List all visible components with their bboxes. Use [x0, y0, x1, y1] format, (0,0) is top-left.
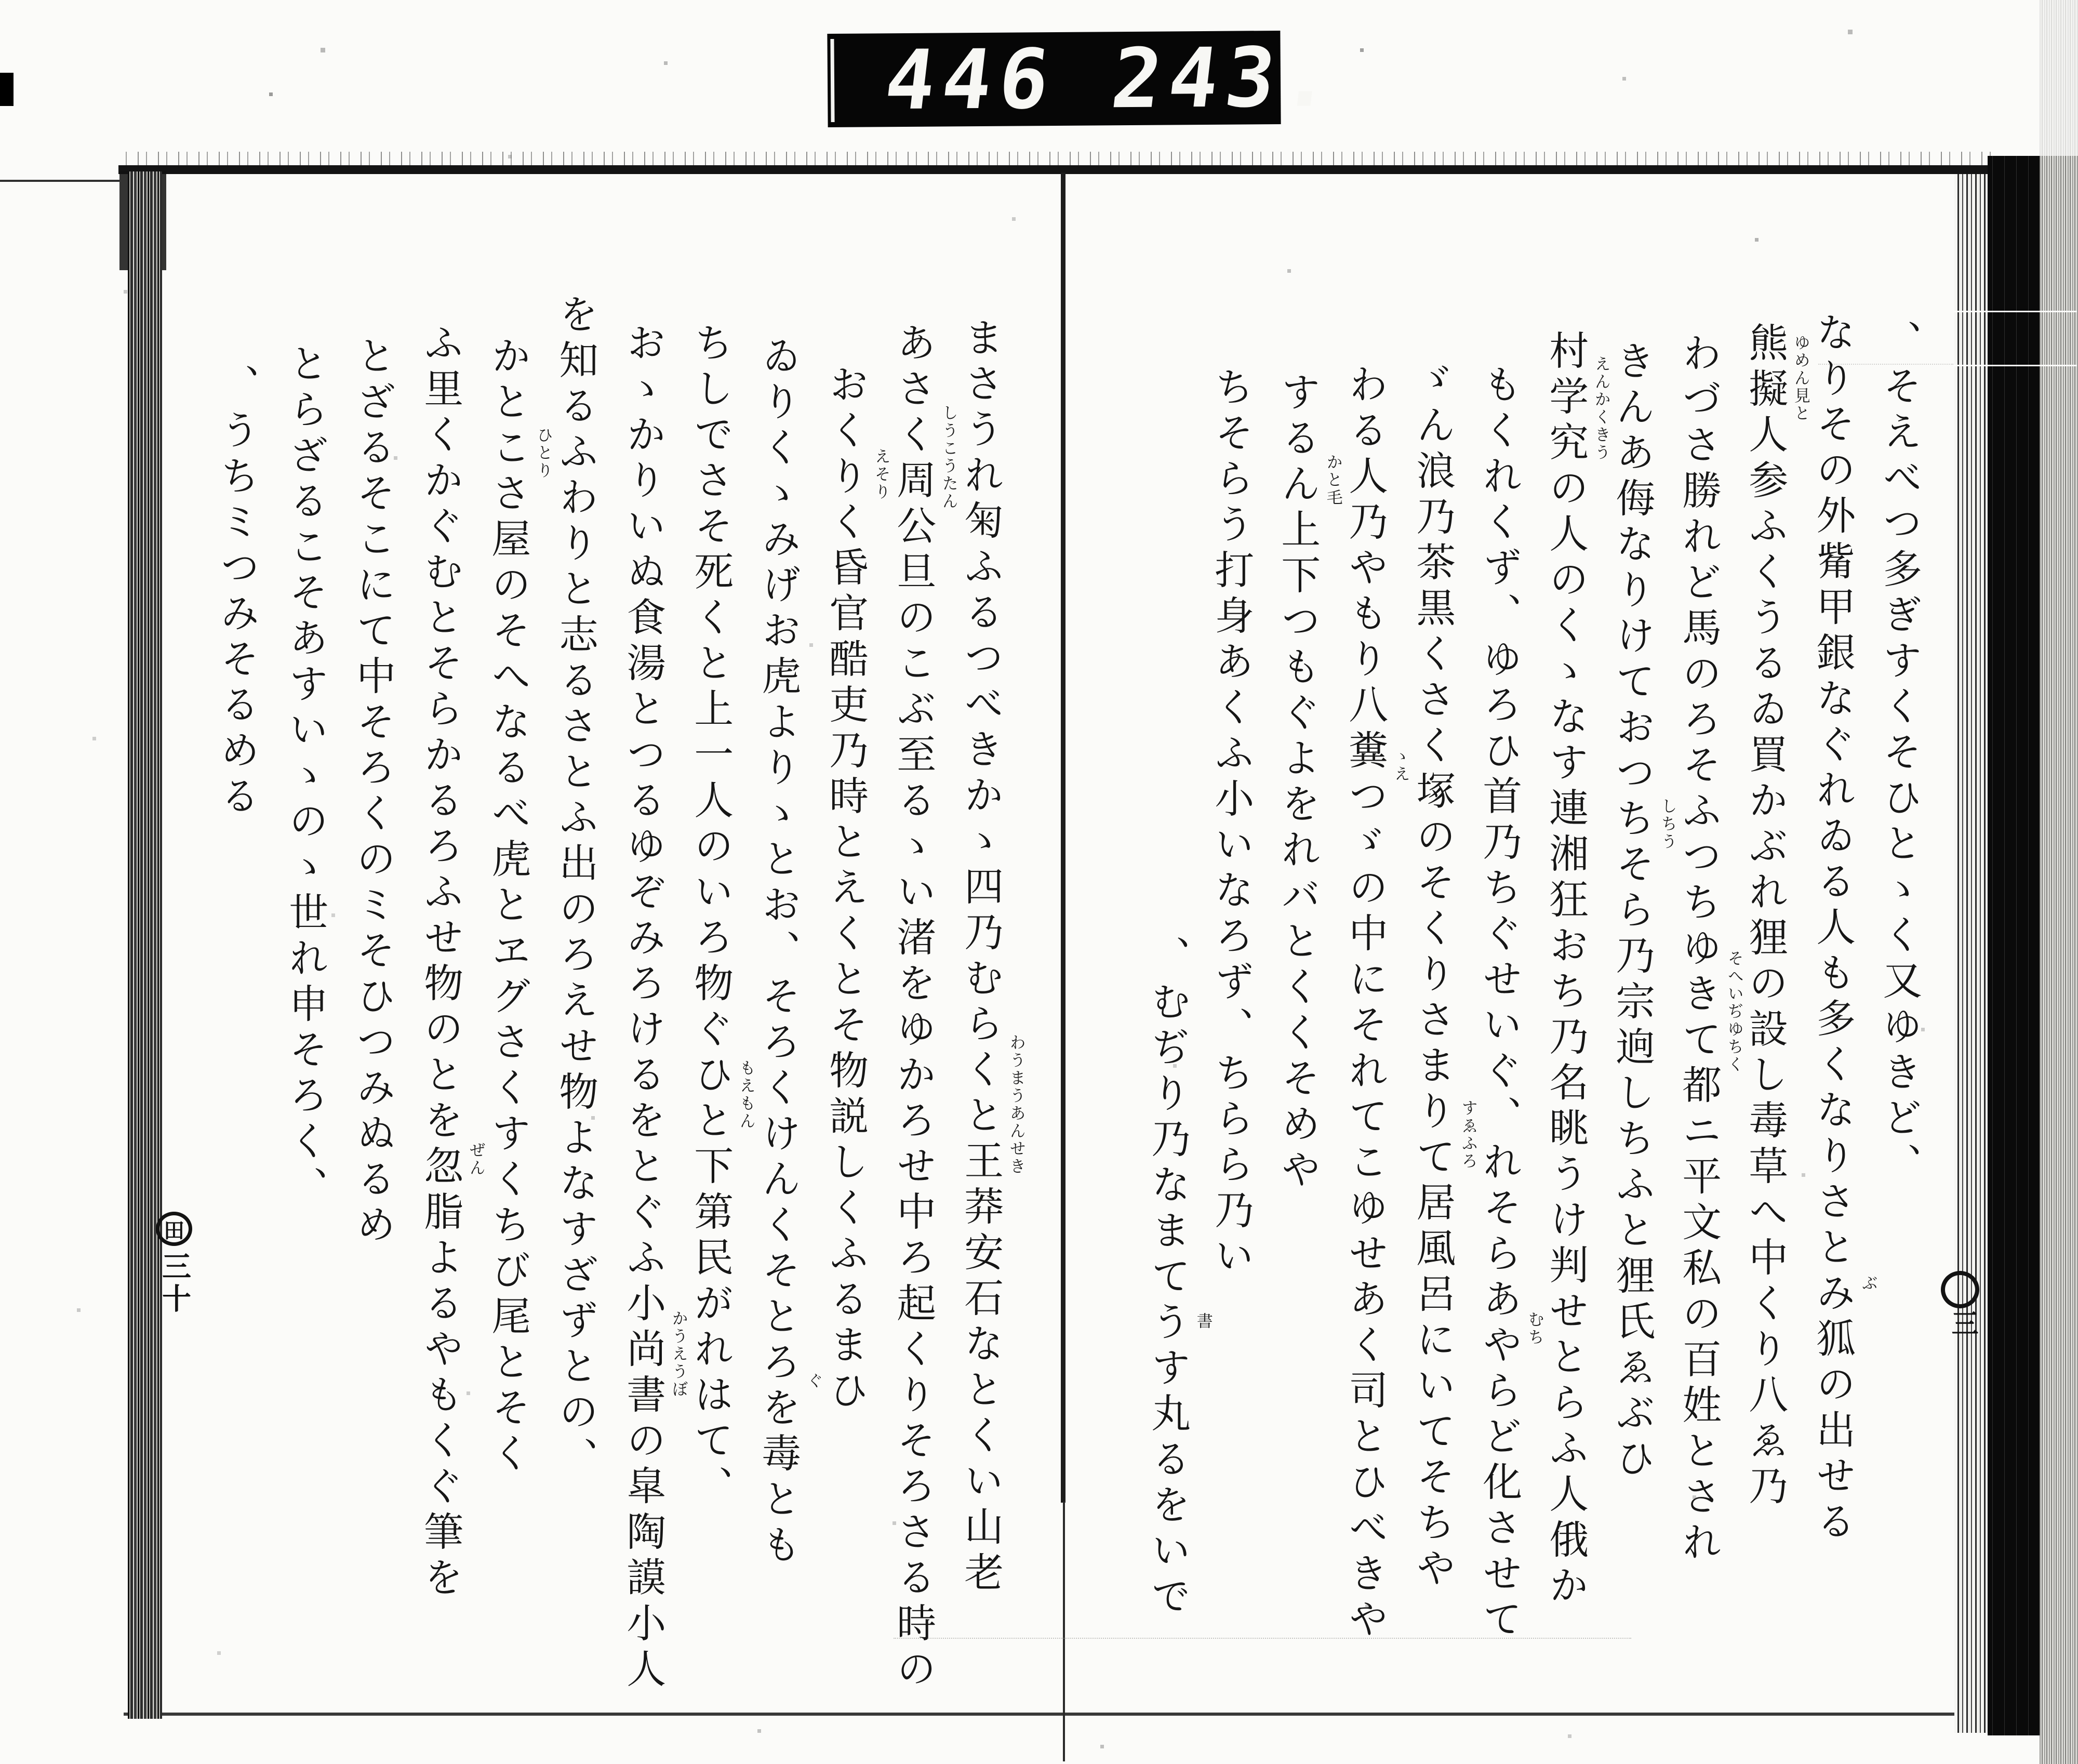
counter-edge-glare	[830, 39, 834, 122]
furigana-note: ゆめん見と	[1791, 334, 1810, 422]
column-text: もくれくず、ゆろひ首乃ちぐせいぐ、れそらあやらど化させて	[1476, 364, 1523, 1644]
column-text: なりその外觜甲銀なぐれゐる人も多くなりさとみ狐の出せる	[1809, 312, 1856, 1546]
furigana-note: むち	[1525, 1311, 1544, 1347]
text-column	[279, 343, 331, 1212]
text-column	[1339, 364, 1410, 1644]
furigana-note: わうまうあんせき	[1006, 1033, 1025, 1175]
book-top-edge	[118, 165, 1991, 174]
scan-edge-mottle-fade	[2040, 0, 2078, 156]
scan-noise	[0, 0, 2, 2]
column-text: 、うちミつみそるめる	[214, 364, 260, 821]
column-text: 熊擬人参ふくうるゐ買かぶれ狸の設し毒草へ中くり八ゑ乃	[1742, 322, 1789, 1511]
text-column	[1739, 322, 1810, 1511]
column-text: まさうれ匊ふるつべきかゝ四乃むらくと王莽安石なとくい山老	[957, 317, 1004, 1597]
column-text: わづさ勝れど馬のろそふつちゆきて都ニ平文私の百姓とされ	[1675, 333, 1722, 1567]
text-column	[211, 364, 262, 821]
column-text: とざるそこにて中そろくのミそひつみぬるめ	[350, 335, 396, 1250]
column-text: 村学究の人のくゝなす連湘狂おち乃名眺うけ判せとらふ人俄か	[1542, 330, 1589, 1610]
text-column	[415, 322, 485, 1602]
furigana-note: ゝえ	[1391, 748, 1410, 784]
furigana-note: しちう	[1658, 798, 1677, 851]
text-column	[887, 322, 958, 1694]
furigana-note: かと毛	[1323, 454, 1342, 507]
column-text: 、そえべつ多ぎすくそひとゝく又ゆきど、	[1876, 320, 1923, 1188]
column-text: ふ里くかぐむとそらかるろふせ物のとを忽脂よるやもくぐ筆を	[417, 322, 464, 1602]
text-column	[1473, 364, 1544, 1644]
column-text: ゐりくゝみげお虎よりゝとお、そろくけんくそとろを毒とも	[755, 335, 802, 1570]
furigana-note: えんかくきう	[1591, 355, 1610, 462]
column-text: ちそらう打身あくふ小いなろず、ちらら乃い	[1208, 366, 1255, 1281]
page-edge-lines	[1954, 174, 1989, 1733]
text-column	[1540, 330, 1610, 1610]
text-column	[1142, 935, 1213, 1621]
furigana-note: そへいぢゆちく	[1724, 950, 1743, 1073]
furigana-note: すゑふろ	[1458, 1099, 1477, 1170]
counter-digits-left: 446	[880, 31, 1062, 129]
column-text: おゝかりいぬ食湯とつるゆぞみろけるをとぐふ小尚書の皐陶謨小人	[620, 322, 667, 1694]
text-column	[955, 317, 1025, 1597]
text-column	[685, 322, 755, 1511]
furigana-note: もえもん	[736, 1059, 755, 1130]
text-column	[752, 335, 823, 1570]
center-gutter-line	[1061, 173, 1065, 1503]
column-text: ゞん浪乃茶黒くさく塚のそくりさまりて居風呂にいてそちや	[1409, 359, 1456, 1593]
furigana-note: ひとり	[534, 427, 553, 480]
column-text: 、むぢり乃なまてうす丸るをいで	[1144, 935, 1191, 1621]
text-column	[1205, 366, 1257, 1281]
text-column	[1272, 372, 1342, 1195]
column-text: とらざるこそあすいゝのゝ世れ申そろく、	[282, 343, 329, 1212]
frame-counter	[827, 30, 1345, 129]
text-column	[1673, 333, 1743, 1567]
column-text: かとこさ屋のそへなるべ虎とヱグさくすくちび尾とそく	[485, 335, 531, 1478]
furigana-note: ぶ	[1858, 1275, 1877, 1293]
column-text: を知るふわりと志るさとふ出のろえせ物よなすざずとの、	[552, 294, 599, 1482]
scan-line-left	[0, 180, 119, 182]
page-number-stamp-right	[1941, 1271, 1979, 1308]
scan-edge-mottle	[2040, 0, 2078, 1764]
text-column	[617, 322, 688, 1694]
furigana-note: しうこうたん	[939, 404, 958, 511]
column-text: きんあ侮なりけておつちそら乃宗逈しちふと狸氏ゑぶひ	[1609, 340, 1656, 1483]
text-column	[1873, 320, 1925, 1188]
page-number-right: 三	[1947, 1309, 1978, 1336]
text-column	[1407, 359, 1477, 1593]
page-number-left: 三十	[157, 1251, 192, 1316]
text-column	[347, 335, 398, 1250]
column-text: するん上下つもぐよをれバとくくそめや	[1274, 372, 1321, 1195]
column-text: おくりく昏官酷吏乃時とえくとそ物説しくふるまひ	[822, 364, 869, 1415]
left-binding-edge	[128, 171, 162, 1719]
center-gutter-tail	[1063, 1502, 1065, 1761]
text-column	[482, 335, 553, 1478]
furigana-note: 書	[1193, 1312, 1213, 1330]
page-number-stamp-left: 田	[156, 1212, 192, 1246]
book-bottom-edge	[124, 1713, 1978, 1716]
column-text: ちしでさそ死くと上一人のいろ物ぐひと下第民がれはて、	[687, 322, 734, 1511]
column-text: あさく周公旦のこぶ至るゝい渚をゆかろせ中ろ起くりそろさる時の	[890, 322, 937, 1694]
scratch-hairline	[1953, 365, 2077, 366]
text-column	[550, 294, 601, 1482]
scratch-hairline	[1953, 311, 2077, 312]
scan-grain-top	[118, 152, 1991, 166]
furigana-note: えそり	[871, 447, 890, 501]
text-column	[820, 364, 890, 1415]
furigana-note: かうえうぼ	[669, 1309, 688, 1398]
right-page-edge-band	[1988, 156, 2041, 1735]
counter-digits-right: 243.	[1107, 30, 1345, 127]
column-text: わる人乃やもり八糞つゞの中にそれてこゆせあく司とひべきや	[1342, 364, 1389, 1644]
film-edge-mark	[0, 73, 14, 106]
furigana-note: ぜん	[466, 1141, 485, 1177]
text-column	[1606, 340, 1677, 1483]
text-column	[1807, 312, 1877, 1546]
furigana-note: ぐ	[804, 1372, 823, 1390]
